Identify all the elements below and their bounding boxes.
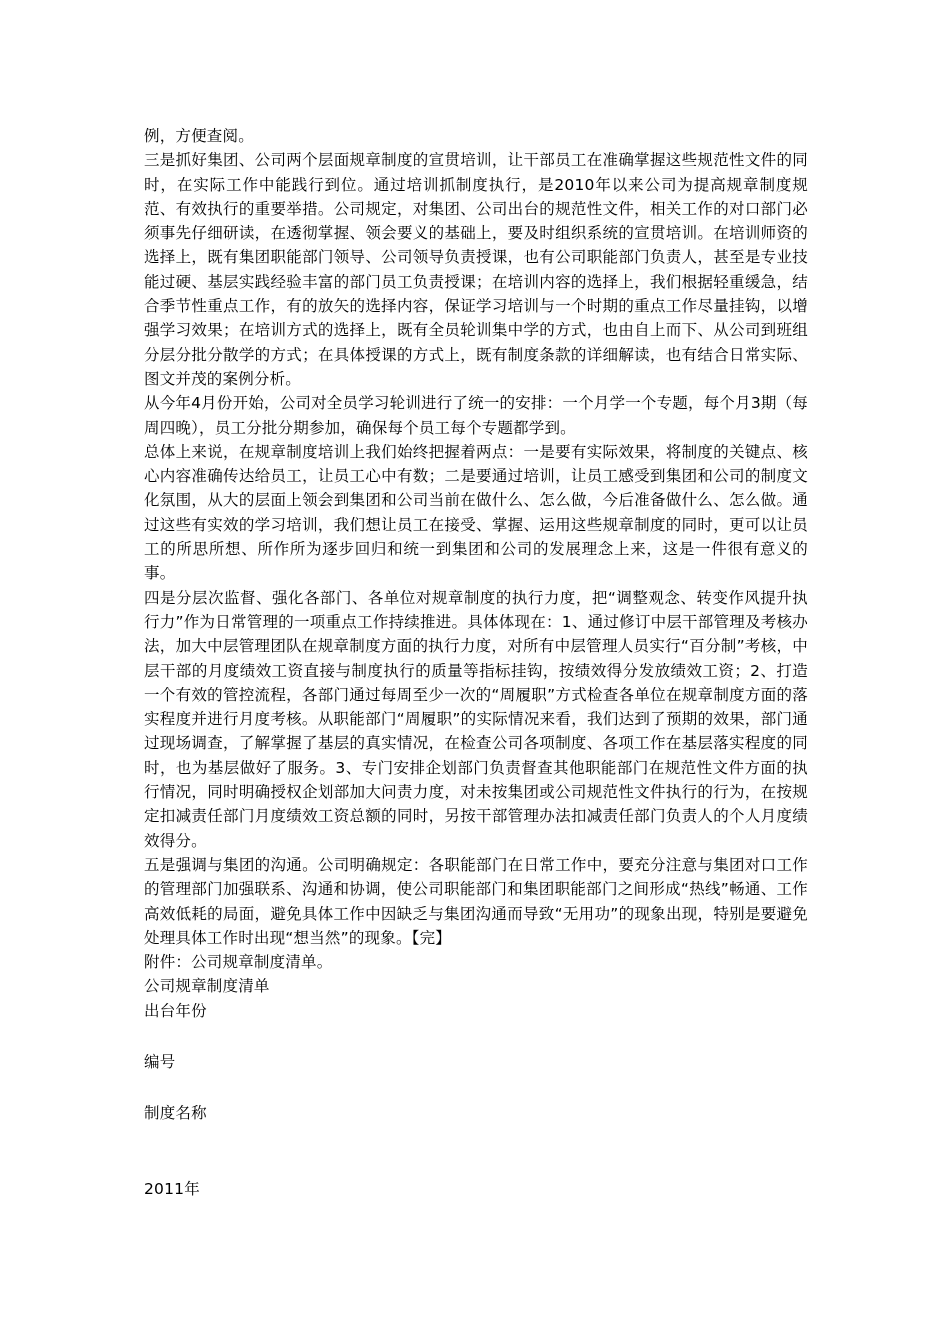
paragraph-schedule: 从今年4月份开始，公司对全员学习轮训进行了统一的安排：一个月学一个专题，每个月3期（每周四晚），员工分批分期参加，确保每个员工每个专题都学到。 — [144, 394, 808, 437]
paragraph-attachment: 附件：公司规章制度清单。 — [144, 953, 333, 972]
paragraph-training: 三是抓好集团、公司两个层面规章制度的宣贯培训，让干部员工在准确掌握这些规范性文件的同时，在实际工作中能践行到位。通过培训抓制度执行，是2010年以来公司为提高规章制度规范、有效执行的重要举措。公司规定，对集团、公司出台的规范性文件，相关工作的对口部门必须事先仔细研读，在透彻掌握、领会要义的基础上，要及时组织系统的宣贯培训。在培训师资的选择上，既有集团职能部门领导、公司领导负责授课，也有公司职能部门负责人，甚至是专业技能过硬、基层实践经验丰富的部门员工负责授课；在培训内容的选择上，我们根据轻重缓急，结合季节性重点工作，有的放矢的选择内容，保证学习培训与一个时期的重点工作尽量挂钩，以增强学习效果；在培训方式的选择上，既有全员轮训集中学的方式，也由自上而下、从公司到班组分层分批分散学的方式；在具体授课的方式上，既有制度条款的详细解读，也有结合日常实际、图文并茂的案例分析。 — [144, 151, 808, 388]
list-title: 公司规章制度清单 — [144, 977, 270, 996]
year-cell: 2011年 — [144, 1179, 200, 1198]
header-year: 出台年份 — [144, 1001, 207, 1020]
paragraph-summary: 总体上来说，在规章制度培训上我们始终把握着两点：一是要有实际效果，将制度的关键点、核心内容准确传达给员工，让员工心中有数；二是要通过培训，让员工感受到集团和公司的制度文化氛围，从大的层面上领会到集团和公司当前在做什么、怎么做，今后准备做什么、怎么做。通过这些有实效的学习培训，我们想让员工在接受、掌握、运用这些规章制度的同时，更可以让员工的所思所想、所作所为逐步回归和统一到集团和公司的发展理念上来，这是一件很有意义的事。 — [144, 442, 808, 583]
document-body — [144, 124, 808, 1201]
paragraph-continuation: 例，方便查阅。 — [144, 127, 254, 145]
paragraph-communication: 五是强调与集团的沟通。公司明确规定：各职能部门在日常工作中，要充分注意与集团对口工作的管理部门加强联系、沟通和协调，使公司职能部门和集团职能部门之间形成“热线”畅通、工作高效低耗的局面，避免具体工作中因缺乏与集团沟通而导致“无用功”的现象出现，特别是要避免处理具体工作时出现“想当然”的现象。【完】 — [144, 855, 808, 947]
paragraph-supervision: 四是分层次监督、强化各部门、各单位对规章制度的执行力度，把“调整观念、转变作风提升执行力”作为日常管理的一项重点工作持续推进。具体体现在：1、通过修订中层干部管理及考核办法，加大中层管理团队在规章制度方面的执行力度，对所有中层管理人员实行“百分制”考核，中层干部的月度绩效工资直接与制度执行的质量等指标挂钩，按绩效得分发放绩效工资；2、打造一个有效的管控流程，各部门通过每周至少一次的“周履职”方式检查各单位在规章制度方面的落实程度并进行月度考核。从职能部门“周履职”的实际情况来看，我们达到了预期的效果，部门通过现场调查，了解掌握了基层的真实情况，在检查公司各项制度、各项工作在基层落实程度的同时，也为基层做好了服务。3、专门安排企划部门负责督查其他职能部门在规范性文件方面的执行情况，同时明确授权企划部加大问责力度，对未按集团或公司规范性文件执行的行为，在按规定扣减责任部门月度绩效工资总额的同时，另按干部管理办法扣减责任部门负责人的个人月度绩效得分。 — [144, 588, 808, 850]
header-name: 制度名称 — [144, 1104, 207, 1123]
header-number: 编号 — [144, 1052, 176, 1071]
